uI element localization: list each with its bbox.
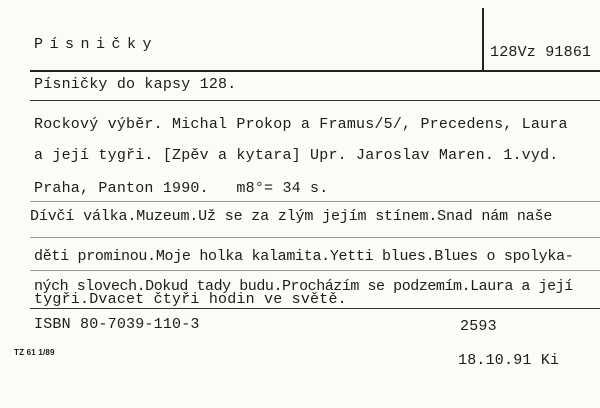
contents-rule-1 — [30, 237, 600, 238]
contents-line-1: Dívčí válka.Muzeum.Už se za zlým jejím stínem.Snad nám naše — [30, 208, 553, 225]
contents-line-4: tygři.Dvacet čtyři hodin ve světě. — [34, 291, 347, 308]
print-code: TZ 61 1/89 — [14, 348, 55, 357]
header-divider — [482, 8, 484, 70]
isbn: ISBN 80-7039-110-3 — [34, 316, 200, 333]
date-stamp: 18.10.91 Ki — [458, 352, 560, 369]
contents-end-rule — [30, 308, 600, 309]
title-rule — [30, 100, 600, 101]
header-rule — [30, 70, 600, 72]
contents-line-3: ných slovech.Dokud tady budu.Procházím se podzemím.Laura a její — [34, 278, 573, 295]
title-line: Písničky do kapsy 128. — [34, 76, 237, 93]
shelf-signature: 128Vz 91861 — [490, 44, 592, 61]
imprint-rule — [30, 201, 600, 202]
card-heading: Písničky — [34, 36, 159, 53]
record-number: 2593 — [460, 318, 497, 335]
contents-rule-2 — [30, 270, 600, 271]
imprint-line: Praha, Panton 1990. m8°= 34 s. — [34, 180, 329, 197]
description-line-2: a její tygři. [Zpěv a kytara] Upr. Jaroslav Maren. 1.vyd. — [34, 147, 559, 164]
description-line-1: Rockový výběr. Michal Prokop a Framus/5/, Precedens, Laura — [34, 116, 568, 133]
contents-line-2: děti prominou.Moje holka kalamita.Yetti blues.Blues o spolyka- — [34, 248, 574, 265]
